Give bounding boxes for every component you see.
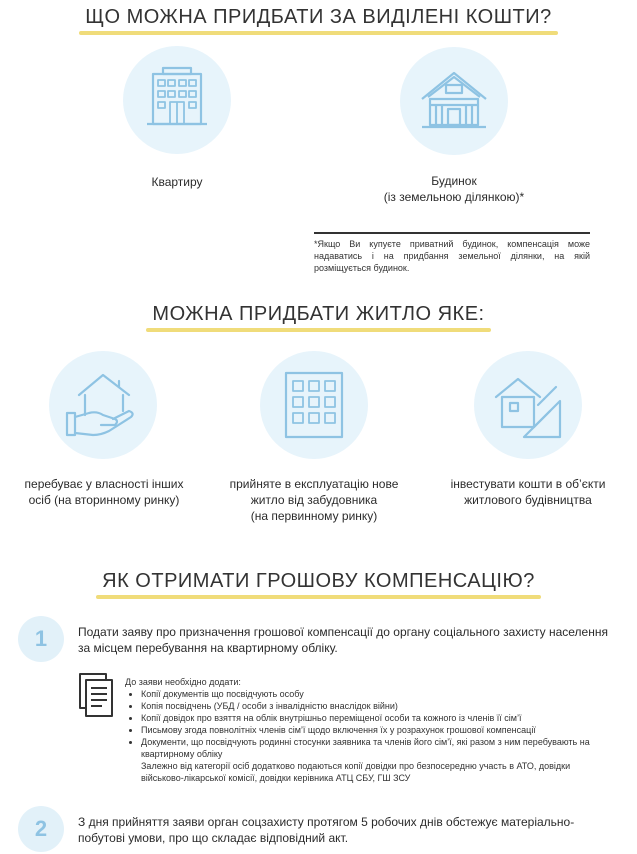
- document-item: • Копії довідок про взяття на облік внутрішньо переміщеної особи та кожного із членів її сім’ї: [141, 712, 595, 724]
- house-icon: [400, 47, 508, 155]
- option-apartment: Квартиру: [151, 175, 203, 189]
- documents-list: [125, 676, 595, 784]
- housing-type-secondary: [14, 476, 194, 508]
- step-1-number: 1: [18, 616, 64, 662]
- footnote-divider: [314, 232, 590, 234]
- hand-house-icon: [49, 351, 157, 459]
- documents-intro: До заяви необхідно додати:: [125, 677, 241, 687]
- heading-what-to-buy: ЩО МОЖНА ПРИДБАТИ ЗА ВИДІЛЕНІ КОШТИ?: [0, 6, 637, 29]
- construction-plan-icon: [474, 351, 582, 459]
- documents-extra: Залежно від категорії осіб додатково подаються копії довідки про безпосередню участь в АТО, довідки військово-лікарської комісії, довідки керівника АТЦ СБУ, ГШ ЗСУ: [141, 761, 571, 783]
- housing-type-primary-line1: прийняте в експлуатацію нове: [229, 477, 399, 491]
- documents-icon: [78, 672, 118, 718]
- apartment-icon: [123, 46, 231, 154]
- step-1-text: Подати заяву про призначення грошової компенсації до органу соціального захисту населення за місцем перебування на квартирному обліку.: [78, 625, 608, 655]
- housing-type-secondary-line2: осіб (на вторинному ринку): [28, 493, 180, 507]
- housing-type-secondary-line1: перебуває у власності інших: [24, 477, 184, 491]
- housing-type-investment-line2: житлового будівництва: [464, 493, 592, 507]
- housing-type-investment: [438, 476, 618, 508]
- housing-type-primary: [219, 476, 409, 524]
- option-house-title: Будинок: [431, 174, 477, 188]
- document-item: • Письмову згода повнолітніх членів сім’ї щодо включення їх у розрахунок грошової компенсації: [141, 724, 595, 736]
- heading-how-to-get: ЯК ОТРИМАТИ ГРОШОВУ КОМПЕНСАЦІЮ?: [0, 570, 637, 593]
- document-item: • Копія посвідчень (УБД / особи з інвалідністю внаслідок війни): [141, 700, 595, 712]
- document-item: • Копії документів що посвідчують особу: [141, 688, 595, 700]
- document-item: • Документи, що посвідчують родинні стосунки заявника та членів його сім’ї, які разом з ним перебувають на квартирному обліку: [141, 736, 595, 760]
- step-2-number: 2: [18, 806, 64, 852]
- footnote: *Якщо Ви купуєте приватний будинок, компенсація може надаватись і на придбання земельної ділянки, на якій розміщується будинок.: [314, 239, 590, 273]
- housing-type-investment-line1: інвестувати кошти в об’єкти: [450, 477, 606, 491]
- heading-can-buy-housing: МОЖНА ПРИДБАТИ ЖИТЛО ЯКЕ:: [0, 303, 637, 326]
- housing-type-primary-line2: житло від забудовника: [250, 493, 378, 507]
- step-2-text: З дня прийняття заяви орган соцзахисту протягом 5 робочих днів обстежує матеріально-побутові умови, про що складає відповідний акт.: [78, 815, 575, 845]
- option-house: [374, 173, 534, 205]
- housing-type-primary-line3: (на первинному ринку): [250, 509, 378, 523]
- apartment-block-icon: [260, 351, 368, 459]
- option-house-subtitle: (із земельною ділянкою)*: [383, 190, 525, 204]
